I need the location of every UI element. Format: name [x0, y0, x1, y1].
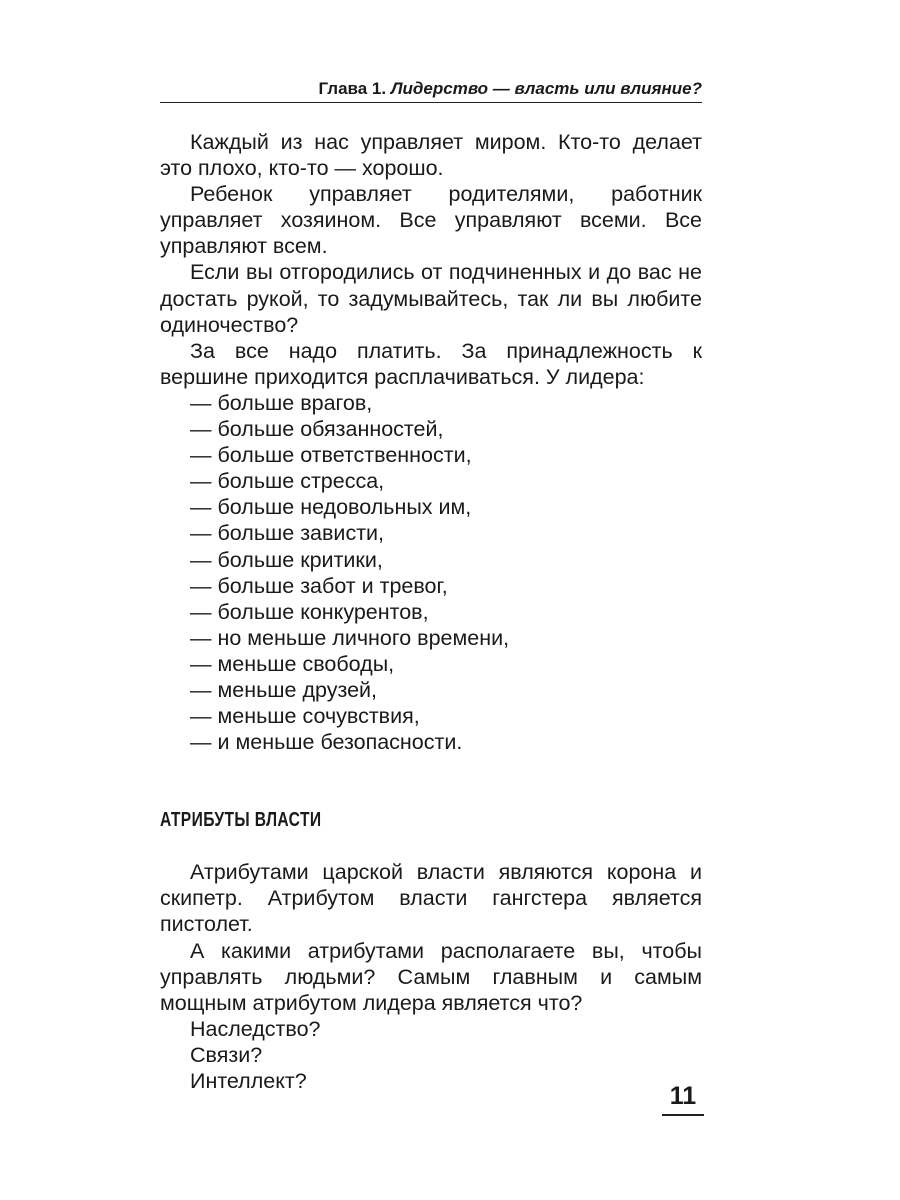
running-header: [160, 80, 702, 103]
body-paragraph: Ребенок управляет родителями, работник управляет хозяином. Все управляют всеми. Все управляют всем.: [160, 182, 702, 259]
question-line: Наследство?: [190, 1016, 321, 1041]
list-item: — меньше друзей,: [190, 677, 378, 702]
page-number: 11: [662, 1082, 704, 1116]
chapter-label: Глава 1.: [318, 79, 387, 98]
list-item: — меньше свободы,: [190, 651, 395, 676]
list-item: — меньше сочувствия,: [190, 704, 420, 729]
section-body: [160, 859, 702, 1094]
list-item: — больше зависти,: [190, 521, 385, 546]
body-paragraph: Если вы отгородились от подчиненных и до вас не достать рукой, то задумывайтесь, так ли вы любите одиночество?: [160, 260, 702, 337]
body-paragraph: Каждый из нас управляет миром. Кто-то делает это плохо, кто-то — хорошо.: [160, 130, 702, 181]
list-item: — и меньше безопасности.: [190, 730, 463, 755]
question-line: Связи?: [190, 1042, 263, 1067]
list-item: — больше ответственности,: [190, 443, 472, 468]
body-paragraph: Атрибутами царской власти являются корона и скипетр. Атрибутом власти гангстера является пистолет.: [160, 860, 702, 937]
list-item: — больше стресса,: [190, 469, 385, 494]
question-line: Интеллект?: [190, 1069, 307, 1093]
body-paragraph: За все надо платить. За принадлежность к вершине приходится расплачиваться. У лидера:: [160, 338, 702, 389]
section-heading: АТРИБУТЫ ВЛАСТИ: [160, 809, 322, 832]
list-item: — больше обязанностей,: [190, 417, 444, 442]
list-item: — больше конкурентов,: [190, 599, 429, 624]
list-item: — больше врагов,: [190, 390, 373, 415]
page-body: [160, 129, 702, 1094]
leader-list: [160, 390, 702, 755]
chapter-title: Лидерство — власть или влияние?: [390, 79, 702, 98]
list-item: — больше критики,: [190, 547, 383, 572]
body-paragraph: А какими атрибутами располагаете вы, чтобы управлять людьми? Самым главным и самым мощным атрибутом лидера является что?: [160, 938, 702, 1015]
list-item: — больше недовольных им,: [190, 495, 472, 520]
list-item: — больше забот и тревог,: [190, 573, 448, 598]
list-item: — но меньше личного времени,: [190, 625, 510, 650]
